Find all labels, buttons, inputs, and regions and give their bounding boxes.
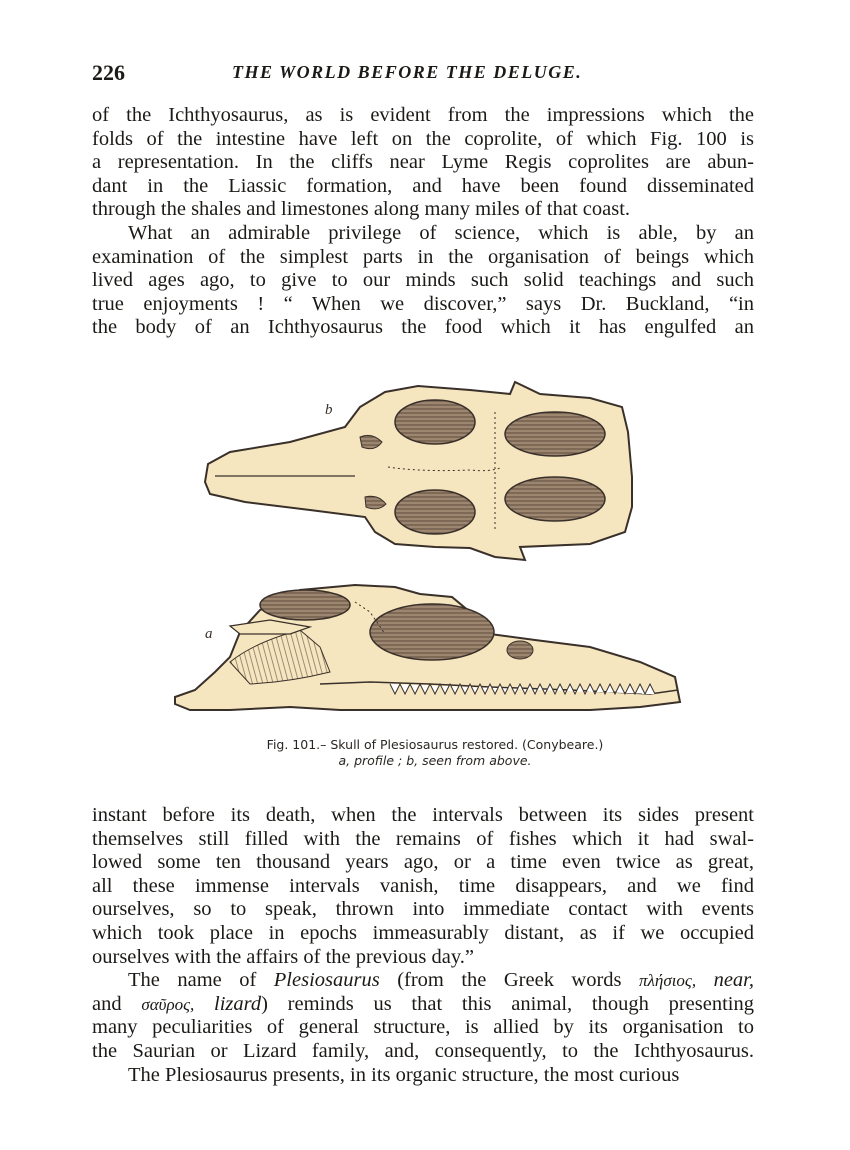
text-line: ourselves with the affairs of the previous day.” [92,945,474,968]
running-head [92,60,760,90]
text-line: the body of an Ichthyosaurus the food which it has engulfed an [92,316,754,339]
text-run: and [92,992,142,1015]
text-line: many peculiarities of general structure, is allied by its organisation to [92,1016,754,1039]
text-line: examination of the simplest parts in the organisation of beings which [92,245,754,268]
translation: lizard [194,992,262,1015]
figure-caption [200,737,670,769]
label-b: b [325,402,333,418]
caption-line-2: a, profile ; b, seen from above. [338,753,532,768]
text-run: The name of [128,969,274,992]
profile-nostril [507,641,533,659]
plesiosaurus-skull-illustration [170,372,690,732]
text-line: of the Ichthyosaurus, as is evident from the impressions which the [92,104,754,126]
caption-line-1: Fig. 101.– Skull of Plesiosaurus restored. (Conybeare.) [266,737,604,752]
text-line: dant in the Liassic formation, and have been found disseminated [92,174,754,197]
text-line [92,993,754,1017]
page-number: 226 [92,60,125,85]
label-a: a [205,626,213,642]
text-line: all these immense intervals vanish, time disappears, and we find [92,874,754,897]
text-line: ourselves, so to speak, thrown into immediate contact with events [92,898,754,921]
orbit-left [395,400,475,444]
translation: near, [696,969,754,992]
text-line: lowed some ten thousand years ago, or a time even twice as great, [92,851,754,874]
profile-orbit [370,604,494,660]
text-line [92,969,754,993]
greek-word: πλήσιος, [639,971,697,991]
temporal-fossa-left [505,412,605,456]
body-text-top [92,104,754,340]
temporal-fossa-right [505,477,605,521]
text-line: folds of the intestine have left on the coprolite, of which Fig. 100 is [92,127,754,150]
text-line: a representation. In the cliffs near Lyme Regis coprolites are abun- [92,151,754,174]
orbit-right [395,490,475,534]
text-line: through the shales and limestones along many miles of that coast. [92,198,631,221]
text-run: (from the Greek words [379,969,640,992]
text-line: What an admirable privilege of science, which is able, by an [128,221,754,244]
skull-figure [170,372,690,732]
text-line: themselves still filled with the remains of fishes which it had swal- [92,827,754,850]
text-line: lived ages ago, to give to our minds such solid teachings and such [92,269,754,292]
skull-top-view [205,382,632,560]
text-run: ) reminds us that this animal, though presenting [261,992,754,1015]
text-line: instant before its death, when the intervals between its sides present [92,804,754,826]
running-title: THE WORLD BEFORE THE DELUGE. [232,62,583,82]
temporal-opening [260,590,350,620]
text-line: the Saurian or Lizard family, and, consequently, to the Ichthyosaurus. [92,1039,754,1062]
text-line: true enjoyments ! “ When we discover,” says Dr. Buckland, “in [92,292,754,315]
text-line: which took place in epochs immeasurably distant, as if we occupied [92,921,754,944]
skull-profile-view [175,585,680,710]
greek-word: σαῦρος, [141,994,195,1014]
text-line: The Plesiosaurus presents, in its organic structure, the most curious [128,1063,680,1086]
taxon-name: Plesiosaurus [273,969,380,992]
body-text-bottom [92,804,754,1087]
